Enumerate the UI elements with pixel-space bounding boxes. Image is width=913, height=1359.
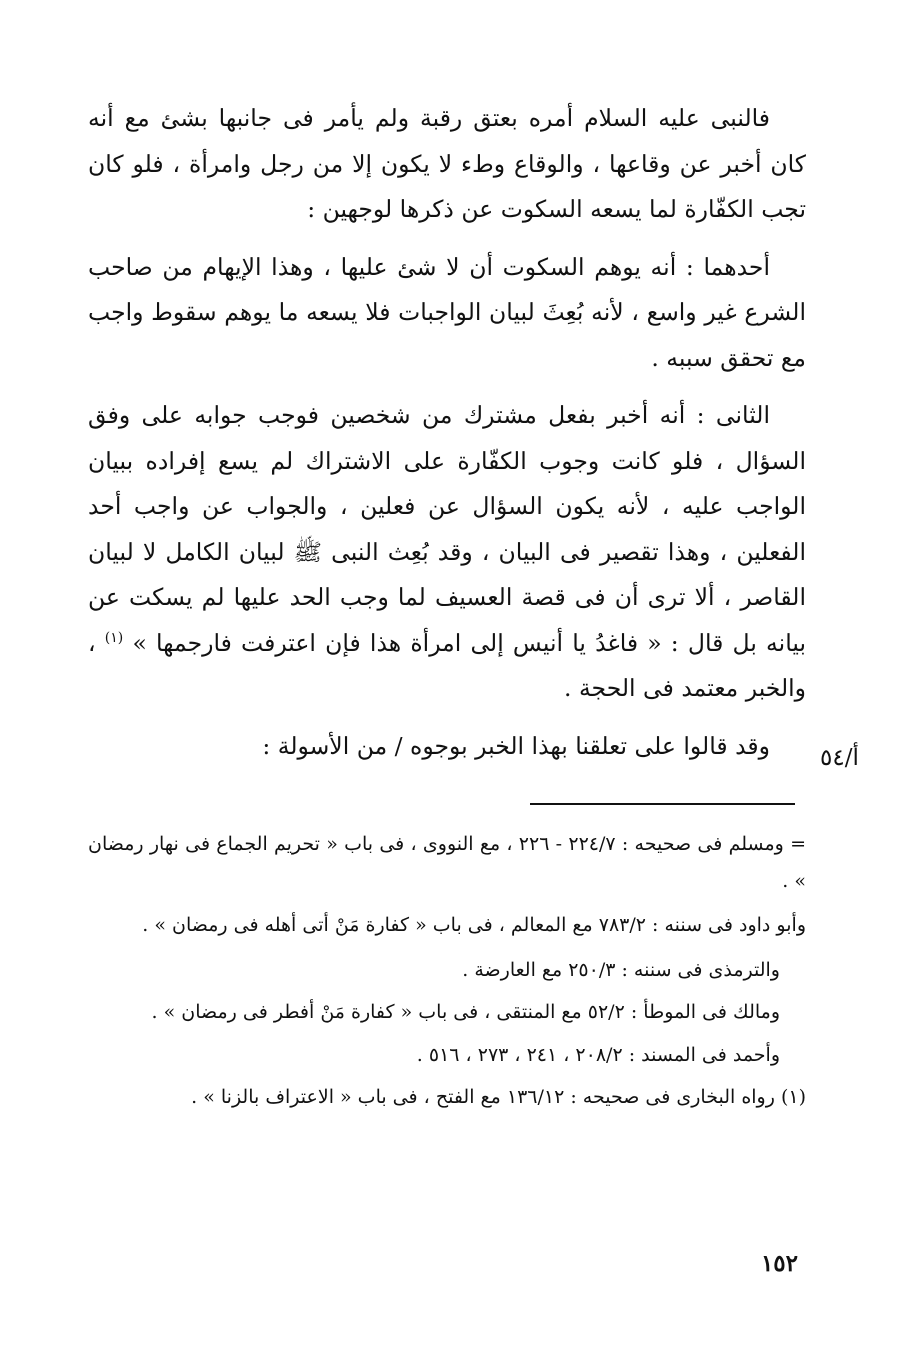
paragraph-1: فالنبى عليه السلام أمره بعتق رقبة ولم يأمر فى جانبها بشئ مع أنه كان أخبر عن وقاعها ، والوقاع وطء لا يكون إلا من رجل وامرأة ، فلو كان تجب الكفّارة لما يسعه السكوت عن ذكرها لوجهين : bbox=[88, 104, 806, 223]
footnotes bbox=[88, 826, 806, 1124]
paragraph-3-text: الثانى : أنه أخبر بفعل مشترك من شخصين فوجب جوابه على وفق السؤال ، فلو كانت وجوب الكفّارة على الاشتراك لم يسع إفراده ببيان الواجب عليه ، لأنه يكون السؤال عن فعلين ، والجواب عن واجب أحد الفعلين ، وهذا تقصير فى البيان ، وقد بُعِث النبى ﷺ لبيان الكامل لا لبيان القاصر ، ألا ترى أن فى قصة العسيف لما وجب الحد عليها لم يسكت عن بيانه بل قال : « فاغدُ يا أنيس إلى امرأة هذا فإن اعترفت فارجمها » bbox=[88, 401, 806, 657]
footnote-line: وأحمد فى المسند : ٢٠٨/٢ ، ٢٤١ ، ٢٧٣ ، ٥١٦ . bbox=[416, 1043, 780, 1066]
footnote-line: = ومسلم فى صحيحه : ٢٢٤/٧ - ٢٢٦ ، مع النووى ، فى باب « تحريم الجماع فى نهار رمضان » . bbox=[88, 833, 806, 892]
manuscript-folio-note: أ/٥٤ bbox=[820, 745, 859, 771]
paragraph-3-tail: ، والخبر معتمد فى الحجة . bbox=[88, 628, 806, 702]
footnote-separator bbox=[530, 803, 795, 805]
paragraph-4: وقد قالوا على تعلقنا بهذا الخبر بوجوه / من الأسولة : bbox=[262, 731, 770, 760]
footnote-line: وأبو داود فى سننه : ٧٨٣/٢ مع المعالم ، فى باب « كفارة مَنْ أتى أهله فى رمضان » . bbox=[142, 914, 806, 936]
page-number: ١٥٢ bbox=[760, 1250, 798, 1277]
footnote-line: ومالك فى الموطأ : ٥٢/٢ مع المنتقى ، فى باب « كفارة مَنْ أفطر فى رمضان » . bbox=[151, 1001, 780, 1023]
footnote-1: (١) رواه البخارى فى صحيحه : ١٣٦/١٢ مع الفتح ، فى باب « الاعتراف بالزنا » . bbox=[191, 1086, 806, 1108]
paragraph-2: أحدهما : أنه يوهم السكوت أن لا شئ عليها ، وهذا الإيهام من صاحب الشرع غير واسع ، لأنه بُعِثَ لبيان الواجبات فلا يسعه ما يوهم سقوط واجب مع تحقق سببه . bbox=[88, 252, 806, 372]
footnote-line: والترمذى فى سننه : ٢٥٠/٣ مع العارضة . bbox=[462, 958, 780, 981]
main-text bbox=[88, 96, 806, 769]
footnote-reference: (١) bbox=[104, 629, 124, 646]
paragraph-3 bbox=[88, 393, 806, 712]
